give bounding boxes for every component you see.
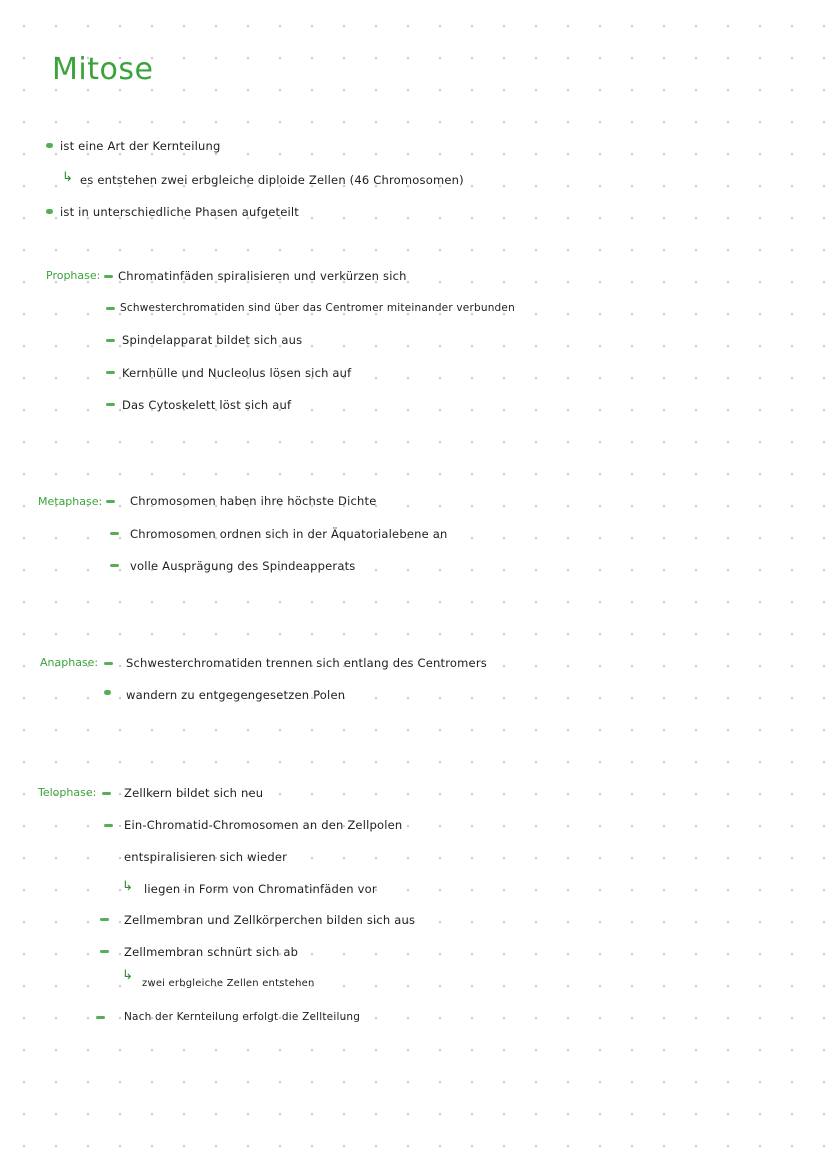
dash-icon — [110, 564, 119, 567]
metaphase-item: Chromosomen ordnen sich in der Äquatorialebene an — [130, 527, 448, 541]
page-title: Mitose — [52, 52, 154, 87]
anaphase-item: Schwesterchromatiden trennen sich entlang des Centromers — [126, 656, 487, 670]
dash-icon — [106, 307, 115, 310]
metaphase-item: volle Ausprägung des Spindeapperats — [130, 559, 356, 573]
dash-icon — [100, 918, 109, 921]
intro-line-3: ist in unterschiedliche Phasen aufgeteilt — [60, 205, 300, 219]
phase-label-anaphase: Anaphase: — [40, 656, 99, 669]
prophase-item: Schwesterchromatiden sind über das Centromer miteinander verbunden — [120, 302, 515, 314]
intro-line-1: ist eine Art der Kernteilung — [60, 139, 221, 153]
anaphase-item: wandern zu entgegengesetzen Polen — [126, 688, 346, 702]
bullet-icon — [46, 143, 53, 148]
bullet-icon — [104, 690, 111, 695]
dash-icon — [104, 662, 113, 665]
bullet-icon — [46, 209, 53, 214]
telophase-item: zwei erbgleiche Zellen entstehen — [142, 978, 315, 989]
phase-label-metaphase: Metaphase: — [38, 495, 103, 508]
telophase-item: liegen in Form von Chromatinfäden vor — [144, 882, 377, 896]
dash-icon — [100, 950, 109, 953]
prophase-item: Chromatinfäden spiralisieren und verkürzen sich — [118, 269, 407, 283]
telophase-item: entspiralisieren sich wieder — [124, 850, 288, 864]
metaphase-item: Chromosomen haben ihre höchste Dichte — [130, 494, 377, 508]
dash-icon — [106, 500, 115, 503]
telophase-item: Nach der Kernteilung erfolgt die Zellteilung — [124, 1011, 361, 1023]
dash-icon — [104, 275, 113, 278]
dash-icon — [110, 532, 119, 535]
prophase-item: Das Cytoskelett löst sich auf — [122, 398, 292, 412]
prophase-item: Kernhülle und Nucleolus lösen sich auf — [122, 366, 352, 380]
phase-label-telophase: Telophase: — [38, 786, 97, 799]
dash-icon — [104, 824, 113, 827]
prophase-item: Spindelapparat bildet sich aus — [122, 333, 303, 347]
arrow-icon: ↳ — [62, 170, 73, 185]
phase-label-prophase: Prophase: — [46, 269, 101, 282]
telophase-item: Ein-Chromatid-Chromosomen an den Zellpolen — [124, 818, 403, 832]
dash-icon — [106, 403, 115, 406]
dash-icon — [106, 339, 115, 342]
arrow-icon: ↳ — [122, 879, 133, 894]
intro-line-2: es entstehen zwei erbgleiche diploide Zellen (46 Chromosomen) — [80, 173, 464, 187]
arrow-icon: ↳ — [122, 968, 133, 983]
dash-icon — [102, 792, 111, 795]
telophase-item: Zellmembran und Zellkörperchen bilden sich aus — [124, 913, 416, 927]
dash-icon — [96, 1016, 105, 1019]
telophase-item: Zellkern bildet sich neu — [124, 786, 264, 800]
dash-icon — [106, 371, 115, 374]
telophase-item: Zellmembran schnürt sich ab — [124, 945, 299, 959]
